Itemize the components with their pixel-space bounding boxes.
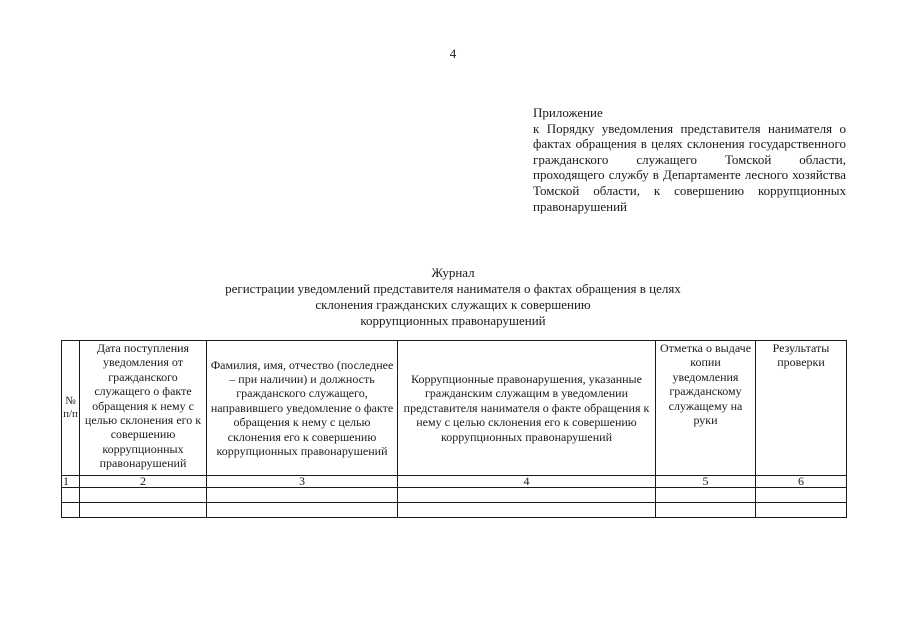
table-row xyxy=(62,488,847,503)
column-header-date: Дата поступления уведомления от гражданского служащего о факте обращения к нему с целью склонения его к совершению коррупционных правонарушений xyxy=(80,341,207,476)
column-number: 3 xyxy=(207,476,398,488)
column-header-copy-mark: Отметка о выдаче копии уведомления гражданскому служащему на руки xyxy=(656,341,756,476)
table-cell[interactable] xyxy=(80,488,207,503)
column-header-number: № п/п xyxy=(62,341,80,476)
column-number-row xyxy=(62,476,847,488)
journal-subtitle-line: коррупционных правонарушений xyxy=(360,313,546,328)
table-cell[interactable] xyxy=(62,488,80,503)
table-cell[interactable] xyxy=(398,488,656,503)
table-cell[interactable] xyxy=(756,503,847,518)
column-header-offenses: Коррупционные правонарушения, указанные гражданским служащим в уведомлении представителя нанимателя о факте обращения к нему с целью склонения его к совершению коррупционных правонарушений xyxy=(398,341,656,476)
table-cell[interactable] xyxy=(756,488,847,503)
table-cell[interactable] xyxy=(656,488,756,503)
column-number: 2 xyxy=(80,476,207,488)
journal-subtitle-line: склонения гражданских служащих к совершению xyxy=(315,297,591,312)
column-number: 1 xyxy=(62,476,80,488)
table-header-row xyxy=(62,341,847,476)
table-cell[interactable] xyxy=(80,503,207,518)
table-cell[interactable] xyxy=(207,488,398,503)
appendix-body: к Порядку уведомления представителя нанимателя о фактах обращения в целях склонения государственного гражданского служащего Томской области, проходящего службу в Департаменте лесного хозяйства Томской области, к совершению коррупционных правонарушений xyxy=(533,120,846,214)
appendix-title: Приложение xyxy=(533,105,603,120)
column-header-employee: Фамилия, имя, отчество (последнее – при наличии) и должность гражданского служащего, направившего уведомление о факте обращения к нему с целью склонения его к совершению коррупционных правонарушений xyxy=(207,341,398,476)
table-cell[interactable] xyxy=(207,503,398,518)
column-number: 6 xyxy=(756,476,847,488)
journal-table xyxy=(61,340,847,518)
table-cell[interactable] xyxy=(656,503,756,518)
table-cell[interactable] xyxy=(62,503,80,518)
appendix-block xyxy=(533,105,846,214)
page-number: 4 xyxy=(449,46,457,61)
journal-title: Журнал xyxy=(431,265,475,280)
table-cell[interactable] xyxy=(398,503,656,518)
column-number: 5 xyxy=(656,476,756,488)
table-row xyxy=(62,503,847,518)
journal-heading xyxy=(0,265,906,329)
journal-subtitle-line: регистрации уведомлений представителя нанимателя о фактах обращения в целях xyxy=(225,281,681,296)
column-header-results: Результаты проверки xyxy=(756,341,847,476)
column-number: 4 xyxy=(398,476,656,488)
